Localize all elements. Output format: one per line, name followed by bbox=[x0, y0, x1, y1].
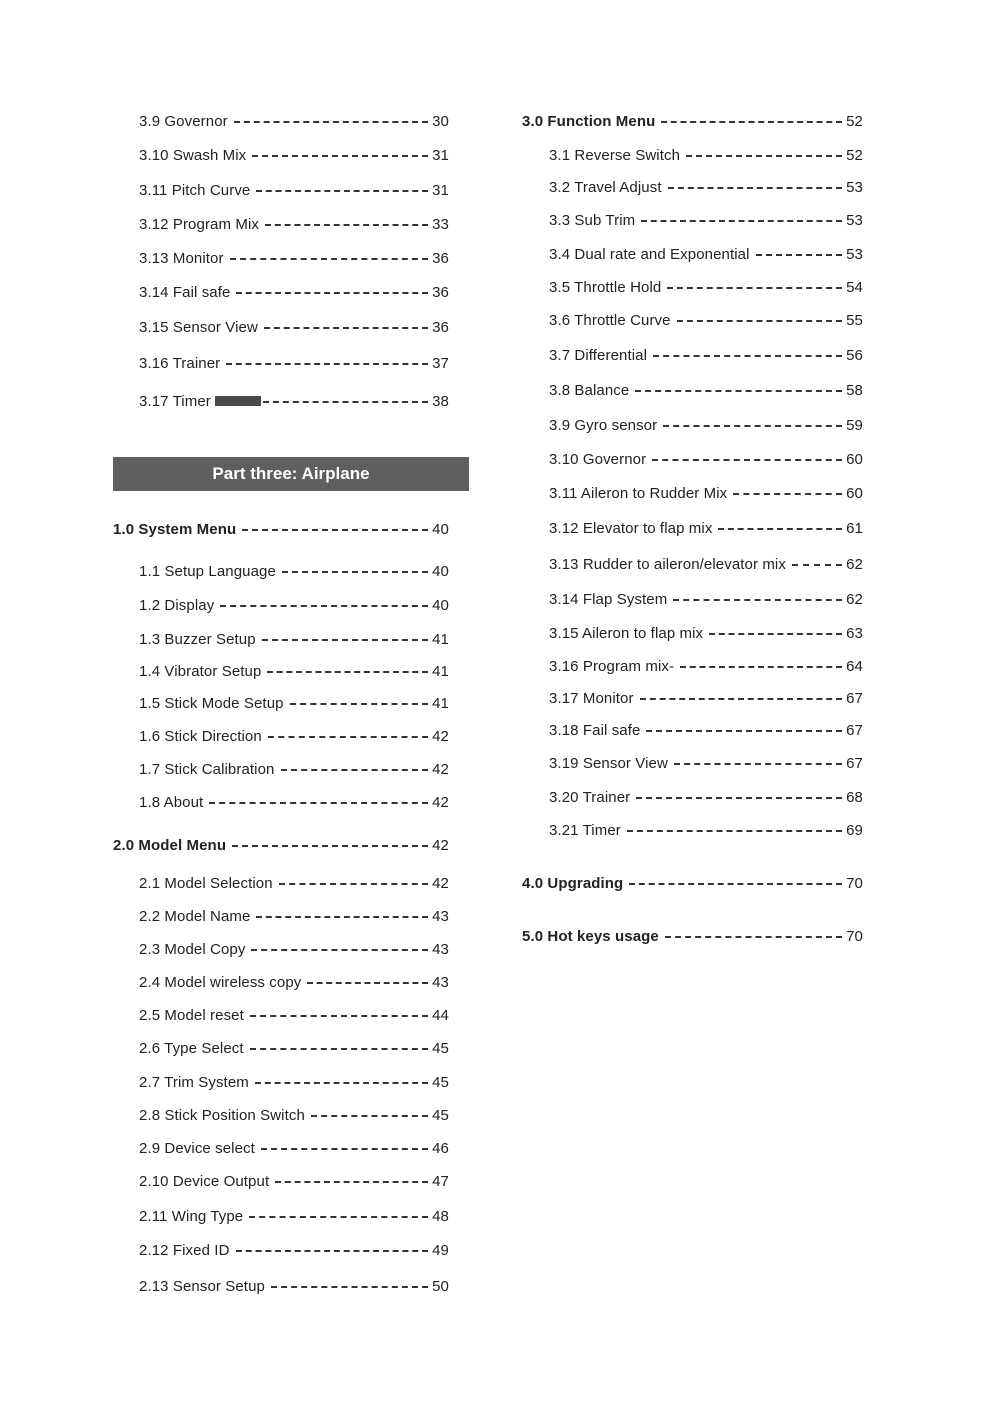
toc-entry: 3.14 Flap System 62 bbox=[549, 590, 863, 608]
toc-entry: 3.9 Governor 30 bbox=[139, 112, 449, 130]
toc-entry: 3.10 Swash Mix 31 bbox=[139, 146, 449, 164]
toc-entry: 1.2 Display 40 bbox=[139, 596, 449, 614]
toc-section-heading: 5.0 Hot keys usage 70 bbox=[522, 927, 863, 945]
toc-entry: 2.11 Wing Type 48 bbox=[139, 1207, 449, 1225]
toc-entry: 3.15 Aileron to flap mix 63 bbox=[549, 624, 863, 642]
toc-entry: 3.16 Trainer 37 bbox=[139, 354, 449, 372]
toc-entry: 3.7 Differential 56 bbox=[549, 346, 863, 364]
toc-entry: 3.12 Program Mix 33 bbox=[139, 215, 449, 233]
toc-entry: 3.9 Gyro sensor 59 bbox=[549, 416, 863, 434]
toc-entry: 3.21 Timer 69 bbox=[549, 821, 863, 839]
toc-entry: 3.6 Throttle Curve 55 bbox=[549, 311, 863, 329]
toc-entry: 3.1 Reverse Switch 52 bbox=[549, 146, 863, 164]
toc-entry: 3.10 Governor 60 bbox=[549, 450, 863, 468]
toc-entry: 2.2 Model Name 43 bbox=[139, 907, 449, 925]
toc-entry: 1.7 Stick Calibration 42 bbox=[139, 760, 449, 778]
toc-section-heading: 1.0 System Menu 40 bbox=[113, 520, 449, 538]
toc-entry: 2.3 Model Copy 43 bbox=[139, 940, 449, 958]
toc-entry: 2.10 Device Output 47 bbox=[139, 1172, 449, 1190]
toc-entry: 2.9 Device select 46 bbox=[139, 1139, 449, 1157]
toc-entry: 3.19 Sensor View 67 bbox=[549, 754, 863, 772]
toc-entry: 2.4 Model wireless copy 43 bbox=[139, 973, 449, 991]
highlight-mark bbox=[215, 396, 261, 406]
toc-entry: 3.18 Fail safe 67 bbox=[549, 721, 863, 739]
toc-entry: 1.5 Stick Mode Setup 41 bbox=[139, 694, 449, 712]
toc-section-heading: 3.0 Function Menu 52 bbox=[522, 112, 863, 130]
toc-section-heading: 2.0 Model Menu 42 bbox=[113, 836, 449, 854]
toc-entry: 2.6 Type Select 45 bbox=[139, 1039, 449, 1057]
toc-entry: 3.11 Pitch Curve 31 bbox=[139, 181, 449, 199]
toc-entry: 3.12 Elevator to flap mix 61 bbox=[549, 519, 863, 537]
toc-entry: 3.13 Rudder to aileron/elevator mix 62 bbox=[549, 555, 863, 573]
toc-entry: 2.1 Model Selection 42 bbox=[139, 874, 449, 892]
toc-entry: 1.3 Buzzer Setup 41 bbox=[139, 630, 449, 648]
toc-entry: 3.16 Program mix- 64 bbox=[549, 657, 863, 675]
toc-entry: 1.1 Setup Language 40 bbox=[139, 562, 449, 580]
toc-entry: 3.2 Travel Adjust 53 bbox=[549, 178, 863, 196]
toc-entry: 2.8 Stick Position Switch 45 bbox=[139, 1106, 449, 1124]
toc-entry: 3.14 Fail safe 36 bbox=[139, 283, 449, 301]
toc-entry: 2.5 Model reset 44 bbox=[139, 1006, 449, 1024]
toc-entry: 3.11 Aileron to Rudder Mix 60 bbox=[549, 484, 863, 502]
toc-entry: 3.17 Timer 38 bbox=[139, 392, 449, 410]
toc-entry: 1.8 About 42 bbox=[139, 793, 449, 811]
toc-entry: 3.13 Monitor 36 bbox=[139, 249, 449, 267]
toc-entry: 3.8 Balance 58 bbox=[549, 381, 863, 399]
toc-entry: 2.12 Fixed ID 49 bbox=[139, 1241, 449, 1259]
toc-entry: 1.6 Stick Direction 42 bbox=[139, 727, 449, 745]
toc-entry: 2.7 Trim System 45 bbox=[139, 1073, 449, 1091]
toc-entry: 3.3 Sub Trim 53 bbox=[549, 211, 863, 229]
toc-entry: 2.13 Sensor Setup 50 bbox=[139, 1277, 449, 1295]
toc-entry: 3.4 Dual rate and Exponential 53 bbox=[549, 245, 863, 263]
toc-entry: 3.5 Throttle Hold 54 bbox=[549, 278, 863, 296]
toc-section-heading: 4.0 Upgrading 70 bbox=[522, 874, 863, 892]
toc-entry: 3.15 Sensor View 36 bbox=[139, 318, 449, 336]
toc-entry: 1.4 Vibrator Setup 41 bbox=[139, 662, 449, 680]
toc-entry: 3.17 Monitor 67 bbox=[549, 689, 863, 707]
toc-entry: 3.20 Trainer 68 bbox=[549, 788, 863, 806]
section-banner: Part three: Airplane bbox=[113, 457, 469, 491]
